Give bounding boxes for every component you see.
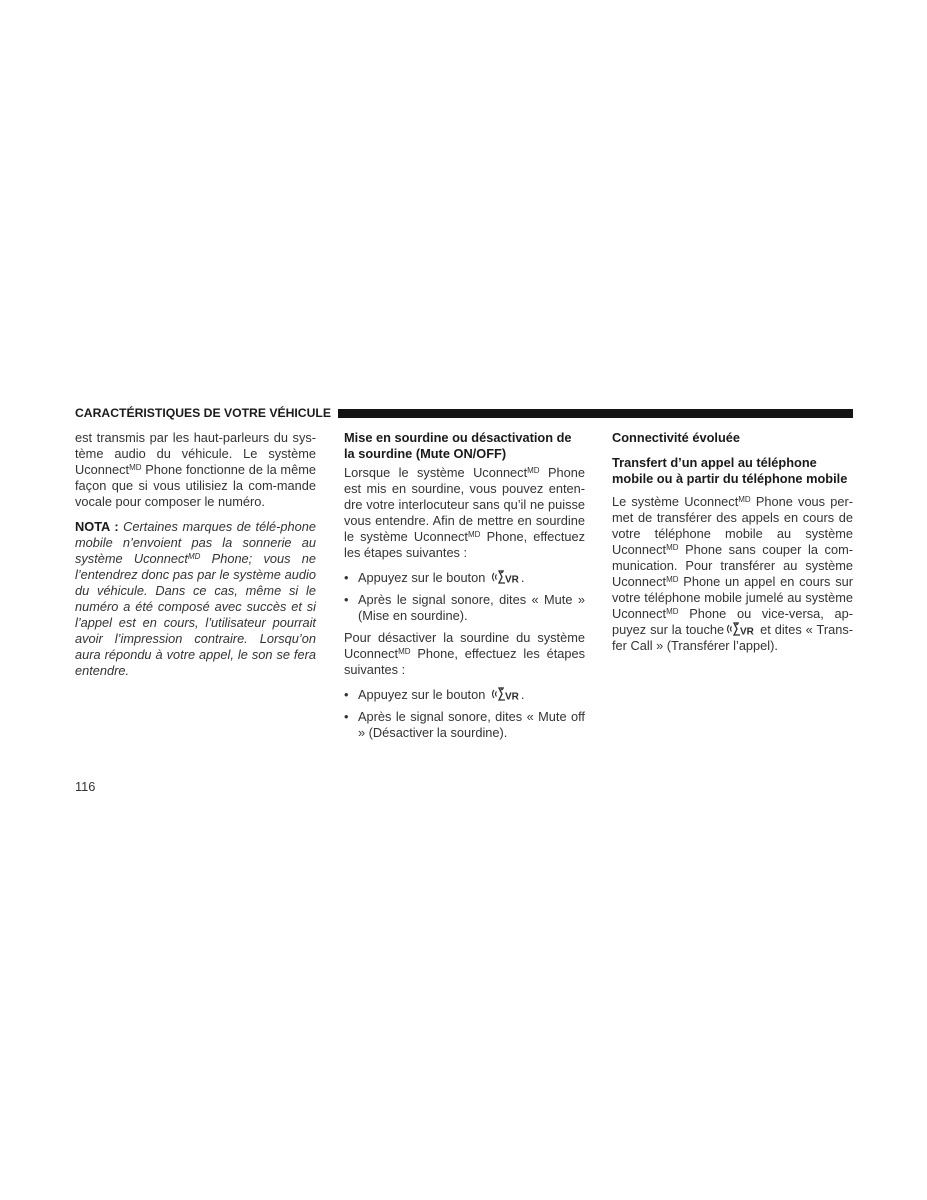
svg-text:VR: VR (740, 626, 755, 636)
connectivity-heading: Connectivité évoluée (612, 430, 741, 445)
voice-recognition-icon (490, 570, 520, 584)
bullet-dot: • (344, 592, 349, 607)
column-1 (75, 430, 316, 688)
header-rule (338, 409, 853, 418)
bullet-dot: • (344, 709, 349, 724)
paragraph: est transmis par les haut-parleurs du sys-tème audio du véhicule. Le système Uconnect$^{MD}$ Phone fonctionne de la même façon que si vous utilisiez la com-mande vocale pour composer le numéro. (75, 430, 316, 509)
list-item: • Après le signal sonore, dites « Mute off » (Désactiver la sourdine). (344, 709, 585, 740)
mute-heading: Mise en sourdine ou désactivation de la sourdine (Mute ON/OFF) (344, 430, 572, 461)
voice-recognition-icon (490, 687, 520, 701)
bullet-dot: • (344, 570, 349, 585)
nota-paragraph: NOTA : Certaines marques de télé-phone mobile n’envoient pas la sonnerie au système Uconnect$^{MD}$ Phone; vous ne l’entendrez donc pas par le système audio du véhicule. Dans ce cas, même si le numéro a été composé avec succès et si l’appel est en cours, l’utilisateur pourrait avoir l’impression contraire. Lorsqu’on aura répondu à votre appel, le son se fera entendre. (75, 519, 316, 678)
bullet-dot: • (344, 687, 349, 702)
list-item: • Appuyez sur le bouton VR . (344, 687, 525, 702)
column-3 (612, 430, 853, 663)
svg-text:VR: VR (504, 574, 519, 584)
voice-recognition-icon (725, 622, 755, 636)
transfer-heading: Transfert d’un appel au téléphone mobile ou à partir du téléphone mobile (612, 455, 848, 486)
list-item: • Appuyez sur le bouton VR . (344, 570, 525, 585)
column-2 (344, 430, 585, 747)
paragraph: Le système Uconnect$^{MD}$ Phone vous per-met de transférer des appels en cours de votre téléphone mobile au système Uconnect$^{MD}$ Phone sans couper la com-munication. Pour transférer au système Uconnect$^{MD}$ Phone un appel en cours sur votre téléphone mobile jumelé au système Uconnect$^{MD}$ Phone ou vice-versa, ap-puyez sur la touche VR et dites « Trans-fer Call » (Transférer l’appel). (612, 494, 853, 653)
section-title: CARACTÉRISTIQUES DE VOTRE VÉHICULE (75, 406, 331, 420)
paragraph: Pour désactiver la sourdine du système Uconnect$^{MD}$ Phone, effectuez les étapes suivantes : (344, 630, 585, 677)
paragraph: Lorsque le système Uconnect$^{MD}$ Phone est mis en sourdine, vous pouvez enten-dre votre interlocuteur sans qu’il ne puisse vous entendre. Afin de mettre en sourdine le système Uconnect$^{MD}$ Phone, effectuez les étapes suivantes : (344, 465, 586, 560)
page-number: 116 (75, 779, 96, 794)
svg-text:VR: VR (504, 691, 519, 701)
list-item: • Après le signal sonore, dites « Mute » (Mise en sourdine). (344, 592, 585, 623)
nota-label: NOTA : (75, 519, 119, 534)
section-header (75, 405, 853, 421)
